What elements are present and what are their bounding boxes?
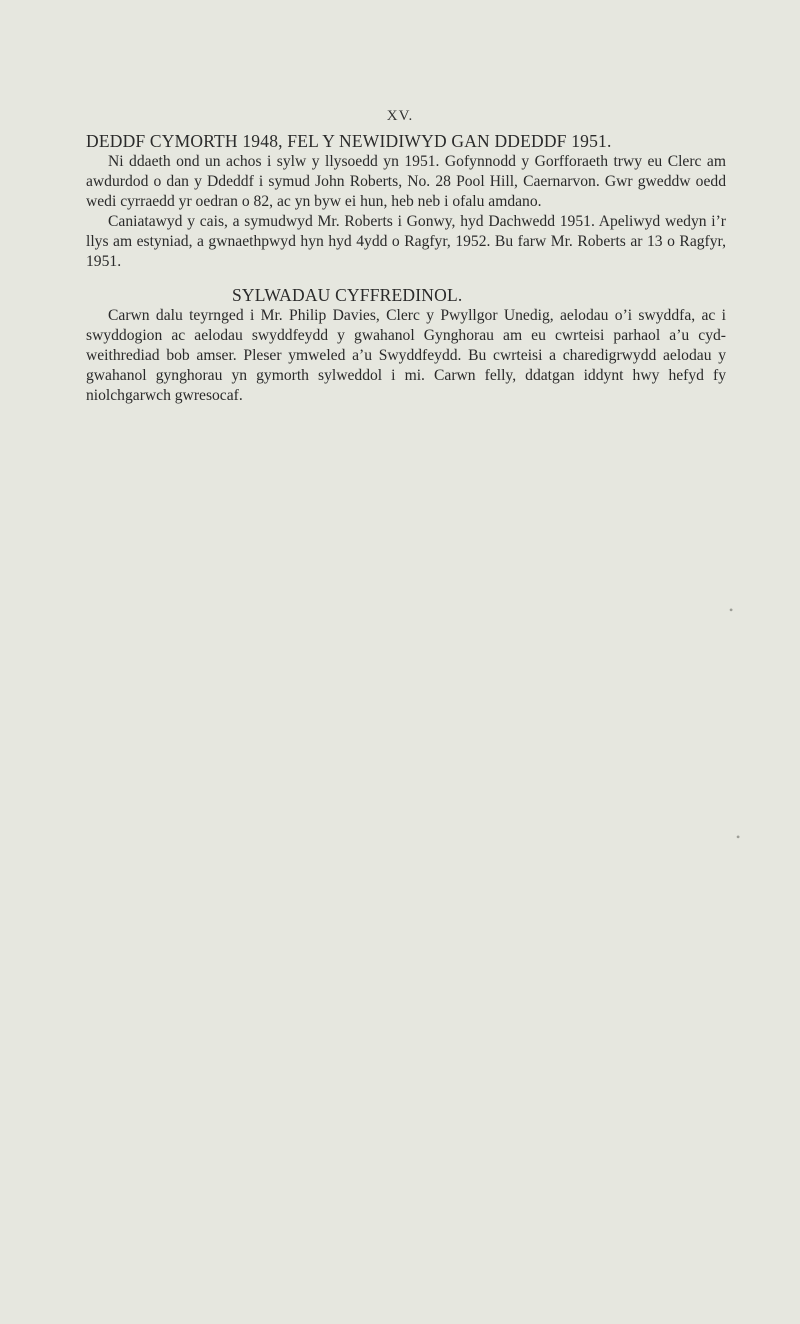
scan-speck: • xyxy=(736,830,741,844)
section-heading-deddf-cymorth: DEDDF CYMORTH 1948, FEL Y NEWIDIWYD GAN DDEDDF 1951. xyxy=(86,131,612,151)
document-body xyxy=(86,130,726,406)
paragraph-case-summary: Ni ddaeth ond un achos i sylw y llysoedd yn 1951. Gofynnodd y Gorfforaeth trwy eu Clerc am awdurdod o dan y Ddeddf i symud John Roberts, No. 28 Pool Hill, Caernarvon. Gwr gweddw oedd wedi cyrraedd yr oedran o 82, ac yn byw ei hun, heb neb i ofalu amdano. xyxy=(86,153,726,210)
scan-speck: • xyxy=(729,603,734,617)
section-heading-sylwadau: SYLWADAU CYFFREDINOL. xyxy=(232,285,463,305)
page-number: XV. xyxy=(386,108,414,124)
paragraph-acknowledgements: Carwn dalu teyrnged i Mr. Philip Davies, Clerc y Pwyllgor Unedig, aelodau o’i swyddfa, ac i swyddogion ac aelodau swyddfeydd y gwahanol Gynghorau am eu cwrteisi parhaol a’u cyd-weithrediad bob amser. Pleser ymweled a’u Swyddfeydd. Bu cwrteisi a charedigrwydd aelodau y gwahanol gynghorau yn gymorth sylweddol i mi. Carwn felly, ddatgan iddynt hwy hefyd fy niolchgarwch gwresocaf. xyxy=(86,307,726,404)
paragraph-case-outcome: Caniatawyd y cais, a symudwyd Mr. Roberts i Gonwy, hyd Dachwedd 1951. Apeliwyd wedyn i’r llys am estyniad, a gwnaethpwyd hyn hyd 4ydd o Ragfyr, 1952. Bu farw Mr. Roberts ar 13 o Ragfyr, 1951. xyxy=(86,213,726,270)
